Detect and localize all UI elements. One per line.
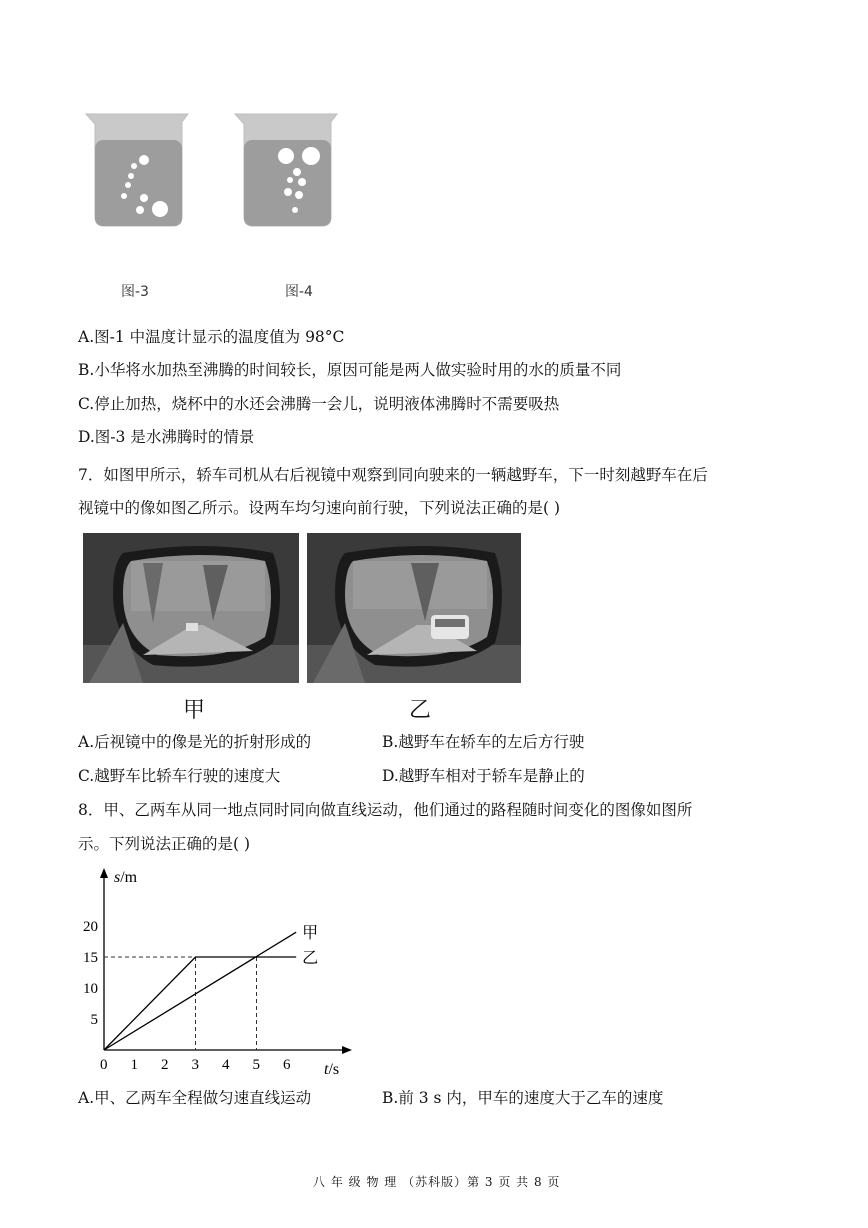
x-tick-label: 0 bbox=[100, 1057, 108, 1073]
q7-stem-line1: 7．如图甲所示，轿车司机从右后视镜中观察到同向驶来的一辆越野车，下一时刻越野车在后 bbox=[78, 466, 708, 484]
q8-stem-line1: 8．甲、乙两车从同一地点同时同向做直线运动，他们通过的路程随时间变化的图像如图所 bbox=[78, 801, 693, 819]
x-tick-label: 5 bbox=[252, 1057, 260, 1073]
series-label: 乙 bbox=[302, 948, 319, 967]
mirror-photo-jia bbox=[83, 533, 299, 683]
mirror-photo-yi bbox=[307, 533, 521, 683]
mirror-yi-drawing bbox=[307, 533, 521, 683]
figure-4-beaker bbox=[233, 112, 343, 232]
y-tick-label: 15 bbox=[83, 950, 98, 966]
q7-option-a: A.后视镜中的像是光的折射形成的 bbox=[78, 733, 312, 751]
x-tick-label: 6 bbox=[283, 1057, 291, 1073]
series-line bbox=[104, 932, 296, 1050]
series-label: 甲 bbox=[302, 923, 319, 943]
figure-3-caption: 图-3 bbox=[121, 284, 149, 300]
q6-option-b: B.小华将水加热至沸腾的时间较长，原因可能是两人做实验时用的水的质量不同 bbox=[78, 361, 622, 379]
page-footer: 八 年 级 物 理 （苏科版）第 3 页 共 8 页 bbox=[313, 1175, 561, 1189]
series-line bbox=[104, 957, 296, 1050]
q7-option-d: D.越野车相对于轿车是静止的 bbox=[382, 767, 585, 785]
q6-option-d: D.图-3 是水沸腾时的情景 bbox=[78, 428, 255, 446]
q6-option-a: A.图-1 中温度计显示的温度值为 98°C bbox=[78, 328, 345, 346]
x-axis-label: t/s bbox=[324, 1061, 340, 1078]
q6-option-c: C.停止加热，烧杯中的水还会沸腾一会儿，说明液体沸腾时不需要吸热 bbox=[78, 395, 560, 413]
x-axis-arrow bbox=[342, 1046, 352, 1054]
y-axis-arrow bbox=[100, 868, 108, 878]
figure-3-beaker bbox=[84, 112, 194, 232]
q7-option-c: C.越野车比轿车行驶的速度大 bbox=[78, 767, 281, 785]
photo-label-jia: 甲 bbox=[183, 698, 206, 723]
photo-label-yi: 乙 bbox=[409, 698, 432, 723]
x-tick-label: 2 bbox=[161, 1057, 169, 1073]
st-graph bbox=[74, 862, 374, 1090]
figure-4-caption: 图-4 bbox=[285, 284, 313, 300]
q8-option-a: A.甲、乙两车全程做匀速直线运动 bbox=[78, 1089, 312, 1107]
beaker-3-drawing bbox=[84, 112, 194, 232]
y-tick-label: 5 bbox=[90, 1012, 98, 1028]
y-tick-label: 10 bbox=[83, 981, 98, 997]
mirror-jia-drawing bbox=[83, 533, 299, 683]
q7-stem-line2: 视镜中的像如图乙所示。设两车均匀速向前行驶，下列说法正确的是( ) bbox=[78, 499, 561, 517]
x-tick-label: 4 bbox=[222, 1057, 230, 1073]
y-tick-label: 20 bbox=[83, 919, 98, 935]
y-axis-label: s/m bbox=[114, 869, 138, 886]
beaker-4-drawing bbox=[233, 112, 343, 232]
x-tick-label: 3 bbox=[191, 1057, 199, 1073]
q7-option-b: B.越野车在轿车的左后方行驶 bbox=[382, 733, 585, 751]
q8-option-b: B.前 3 s 内，甲车的速度大于乙车的速度 bbox=[382, 1089, 664, 1107]
x-tick-label: 1 bbox=[130, 1057, 138, 1073]
q8-stem-line2: 示。下列说法正确的是( ) bbox=[78, 835, 251, 853]
